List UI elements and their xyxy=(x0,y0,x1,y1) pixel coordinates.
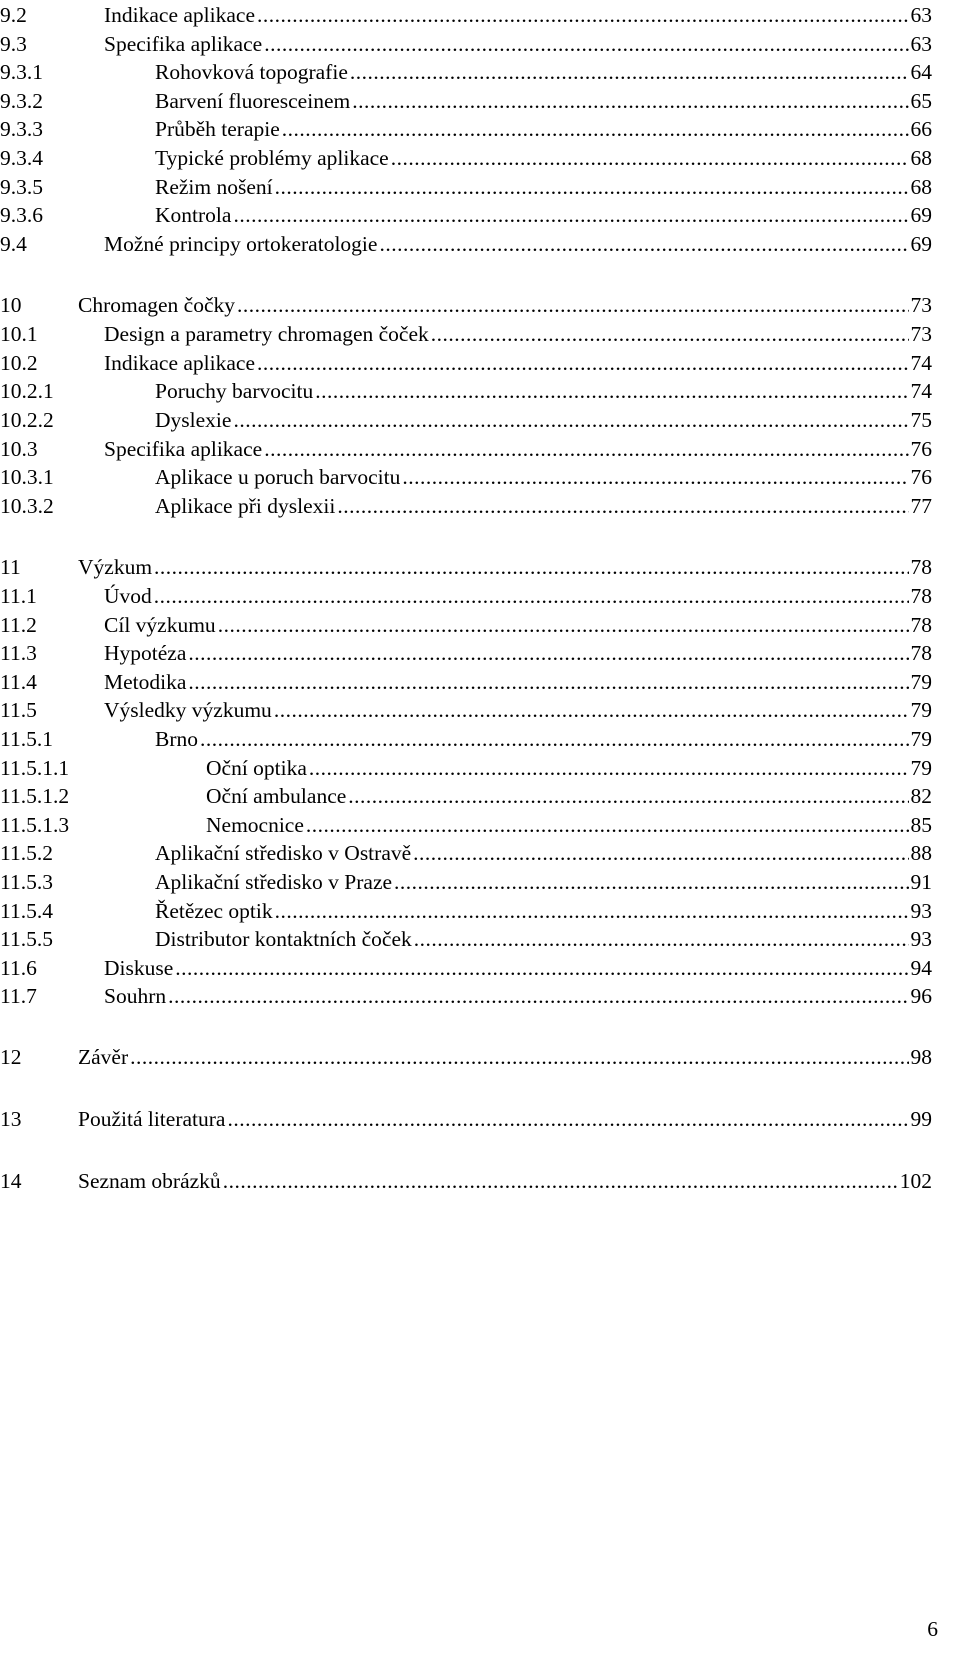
toc-entry-number: 10.3.1 xyxy=(0,465,54,489)
toc-entry[interactable] xyxy=(0,753,932,783)
toc-entry-page: 102 xyxy=(900,1166,932,1196)
toc-dot-leader xyxy=(218,610,909,640)
toc-entry-title: Oční ambulance xyxy=(206,784,347,808)
toc-entry-page: 77 xyxy=(911,491,933,521)
toc-dot-leader xyxy=(350,57,909,87)
toc-dot-leader xyxy=(275,896,909,926)
toc-entry-title: Barvení fluoresceinem xyxy=(155,89,351,113)
toc-entry-number: 13 xyxy=(0,1107,22,1131)
toc-entry-title: Poruchy barvocitu xyxy=(155,379,314,403)
toc-entry-title: Závěr xyxy=(78,1045,129,1069)
toc-entry[interactable] xyxy=(0,29,932,59)
toc-entry-page: 91 xyxy=(911,867,933,897)
toc-entry-number: 9.2 xyxy=(0,3,27,27)
toc-entry-page: 69 xyxy=(911,200,933,230)
toc-entry-page: 85 xyxy=(911,810,933,840)
toc-dot-leader xyxy=(264,434,908,464)
toc-dot-leader xyxy=(413,838,908,868)
toc-dot-leader xyxy=(130,1042,908,1072)
toc-dot-leader xyxy=(168,981,908,1011)
toc-entry[interactable] xyxy=(0,924,932,954)
toc-entry-page: 93 xyxy=(911,896,933,926)
toc-entry-page: 96 xyxy=(911,981,933,1011)
toc-entry-body xyxy=(206,781,932,811)
toc-entry-number: 10 xyxy=(0,293,22,317)
toc-entry-page: 78 xyxy=(911,610,933,640)
toc-entry-body xyxy=(155,114,932,144)
toc-entry-number: 11.5.1.2 xyxy=(0,784,70,808)
toc-entry-number: 11.6 xyxy=(0,956,37,980)
toc-dot-leader xyxy=(237,290,908,320)
toc-entry[interactable] xyxy=(0,491,932,521)
toc-entry-page: 63 xyxy=(911,29,933,59)
toc-dot-leader xyxy=(223,1166,898,1196)
toc-entry-page: 73 xyxy=(911,290,933,320)
toc-entry-number: 9.3.3 xyxy=(0,117,43,141)
toc-entry[interactable] xyxy=(0,810,932,840)
toc-entry-body xyxy=(155,376,932,406)
toc-entry-title: Cíl výzkumu xyxy=(104,613,216,637)
toc-entry-number: 11.3 xyxy=(0,641,37,665)
toc-entry-body xyxy=(78,1042,932,1072)
toc-entry-page: 79 xyxy=(911,753,933,783)
toc-entry-title: Výsledky výzkumu xyxy=(104,698,272,722)
toc-entry-body xyxy=(104,581,932,611)
toc-entry-page: 94 xyxy=(911,953,933,983)
toc-entry-title: Aplikační středisko v Ostravě xyxy=(155,841,412,865)
toc-entry-page: 78 xyxy=(911,552,933,582)
toc-dot-leader xyxy=(154,552,908,582)
toc-entry-body xyxy=(155,172,932,202)
toc-dot-leader xyxy=(275,172,909,202)
toc-entry-title: Použitá literatura xyxy=(78,1107,226,1131)
toc-entry-title: Průběh terapie xyxy=(155,117,280,141)
toc-entry[interactable] xyxy=(0,667,932,697)
toc-entry-number: 11.5 xyxy=(0,698,37,722)
toc-entry-body xyxy=(104,0,932,30)
toc-entry[interactable] xyxy=(0,724,932,754)
toc-entry-body xyxy=(155,491,932,521)
toc-entry-title: Kontrola xyxy=(155,203,232,227)
toc-entry-number: 9.3.1 xyxy=(0,60,43,84)
toc-entry-page: 63 xyxy=(911,0,933,30)
toc-dot-leader xyxy=(233,405,908,435)
toc-dot-leader xyxy=(227,1104,908,1134)
toc-entry-number: 14 xyxy=(0,1169,22,1193)
toc-entry-number: 10.3.2 xyxy=(0,494,54,518)
toc-entry-title: Úvod xyxy=(104,584,152,608)
toc-entry-number: 11.5.1.3 xyxy=(0,813,70,837)
toc-entry-body xyxy=(78,1166,932,1196)
toc-entry-body xyxy=(104,348,932,378)
toc-entry-body xyxy=(104,638,932,668)
toc-entry[interactable] xyxy=(0,581,932,611)
toc-entry-title: Režim nošení xyxy=(155,175,273,199)
toc-entry[interactable] xyxy=(0,1104,932,1134)
toc-dot-leader xyxy=(315,376,908,406)
toc-entry-title: Rohovková topografie xyxy=(155,60,348,84)
toc-entry[interactable] xyxy=(0,434,932,464)
toc-entry-body xyxy=(78,1104,932,1134)
toc-entry-number: 10.2 xyxy=(0,351,38,375)
toc-entry-page: 75 xyxy=(911,405,933,435)
toc-entry-page: 93 xyxy=(911,924,933,954)
toc-entry-body xyxy=(155,405,932,435)
toc-dot-leader xyxy=(431,319,909,349)
toc-entry-title: Brno xyxy=(155,727,198,751)
toc-entry-number: 12 xyxy=(0,1045,22,1069)
toc-entry-body xyxy=(155,462,932,492)
toc-entry[interactable] xyxy=(0,896,932,926)
toc-dot-leader xyxy=(154,581,909,611)
toc-entry[interactable] xyxy=(0,86,932,116)
toc-dot-leader xyxy=(306,810,909,840)
toc-dot-leader xyxy=(337,491,908,521)
toc-dot-leader xyxy=(391,143,909,173)
toc-entry-title: Možné principy ortokeratologie xyxy=(104,232,378,256)
toc-entry-title: Oční optika xyxy=(206,756,307,780)
toc-entry-page: 74 xyxy=(911,376,933,406)
toc-entry-number: 11.5.4 xyxy=(0,899,53,923)
toc-entry[interactable] xyxy=(0,114,932,144)
toc-entry-body xyxy=(155,57,932,87)
toc-entry-body xyxy=(155,86,932,116)
toc-dot-leader xyxy=(394,867,908,897)
toc-entry-body xyxy=(155,896,932,926)
toc-entry-page: 64 xyxy=(911,57,933,87)
toc-entry-title: Chromagen čočky xyxy=(78,293,236,317)
toc-entry-number: 11.4 xyxy=(0,670,37,694)
toc-dot-leader xyxy=(309,753,909,783)
toc-entry[interactable] xyxy=(0,981,932,1011)
toc-entry-page: 65 xyxy=(911,86,933,116)
toc-dot-leader xyxy=(188,638,908,668)
toc-entry-body xyxy=(104,953,932,983)
toc-entry[interactable] xyxy=(0,200,932,230)
toc-entry-page: 66 xyxy=(911,114,933,144)
toc-entry-number: 11.5.1.1 xyxy=(0,756,70,780)
toc-entry-title: Seznam obrázků xyxy=(78,1169,221,1193)
toc-entry-body xyxy=(206,753,932,783)
toc-entry-page: 98 xyxy=(911,1042,933,1072)
toc-entry-page: 78 xyxy=(911,581,933,611)
toc-dot-leader xyxy=(282,114,909,144)
toc-entry-title: Indikace aplikace xyxy=(104,351,256,375)
toc-entry[interactable] xyxy=(0,781,932,811)
toc-entry[interactable] xyxy=(0,1042,932,1072)
toc-entry-number: 9.3 xyxy=(0,32,27,56)
toc-entry-number: 11.5.2 xyxy=(0,841,53,865)
toc-entry-body xyxy=(206,810,932,840)
toc-entry-body xyxy=(104,29,932,59)
toc-entry-title: Dyslexie xyxy=(155,408,232,432)
toc-entry-title: Specifika aplikace xyxy=(104,32,263,56)
toc-entry-title: Aplikační středisko v Praze xyxy=(155,870,393,894)
toc-dot-leader xyxy=(348,781,908,811)
toc-entry[interactable] xyxy=(0,348,932,378)
toc-entry-number: 10.2.2 xyxy=(0,408,54,432)
toc-entry-number: 11.7 xyxy=(0,984,37,1008)
toc-entry[interactable] xyxy=(0,143,932,173)
toc-entry-page: 68 xyxy=(911,172,933,202)
toc-entry-page: 73 xyxy=(911,319,933,349)
toc-entry-body xyxy=(155,724,932,754)
toc-entry-number: 11.2 xyxy=(0,613,37,637)
toc-entry-body xyxy=(104,695,932,725)
toc-dot-leader xyxy=(257,348,908,378)
toc-entry-number: 10.2.1 xyxy=(0,379,54,403)
toc-entry[interactable] xyxy=(0,953,932,983)
toc-entry-page: 76 xyxy=(911,462,933,492)
toc-entry[interactable] xyxy=(0,319,932,349)
toc-entry[interactable] xyxy=(0,552,932,582)
toc-entry[interactable] xyxy=(0,638,932,668)
toc-entry-title: Souhrn xyxy=(104,984,167,1008)
toc-entry-title: Diskuse xyxy=(104,956,174,980)
toc-entry-title: Design a parametry chromagen čoček xyxy=(104,322,429,346)
toc-entry[interactable] xyxy=(0,376,932,406)
toc-dot-leader xyxy=(264,29,908,59)
toc-entry[interactable] xyxy=(0,290,932,320)
toc-entry-body xyxy=(155,924,932,954)
toc-entry-title: Nemocnice xyxy=(206,813,304,837)
toc-entry-number: 10.3 xyxy=(0,437,38,461)
toc-dot-leader xyxy=(200,724,909,754)
toc-dot-leader xyxy=(233,200,908,230)
toc-entry-title: Indikace aplikace xyxy=(104,3,256,27)
toc-entry-page: 79 xyxy=(911,667,933,697)
toc-entry-number: 9.3.4 xyxy=(0,146,43,170)
toc-entry[interactable] xyxy=(0,0,932,30)
toc-entry-page: 74 xyxy=(911,348,933,378)
toc-entry-title: Specifika aplikace xyxy=(104,437,263,461)
toc-entry-body xyxy=(104,319,932,349)
toc-entry-number: 11 xyxy=(0,555,21,579)
toc-entry-number: 11.5.1 xyxy=(0,727,53,751)
toc-entry-body xyxy=(78,552,932,582)
toc-entry-body xyxy=(155,143,932,173)
toc-entry-number: 9.3.5 xyxy=(0,175,43,199)
toc-dot-leader xyxy=(379,229,908,259)
toc-entry-body xyxy=(104,434,932,464)
toc-entry[interactable] xyxy=(0,57,932,87)
toc-dot-leader xyxy=(402,462,908,492)
toc-entry-body xyxy=(155,867,932,897)
toc-entry-number: 9.3.2 xyxy=(0,89,43,113)
toc-dot-leader xyxy=(352,86,908,116)
toc-entry[interactable] xyxy=(0,172,932,202)
toc-dot-leader xyxy=(414,924,909,954)
toc-entry-body xyxy=(78,290,932,320)
toc-entry-page: 76 xyxy=(911,434,933,464)
toc-entry-page: 82 xyxy=(911,781,933,811)
toc-entry-page: 69 xyxy=(911,229,933,259)
toc-entry-body xyxy=(155,838,932,868)
toc-entry[interactable] xyxy=(0,1166,932,1196)
toc-entry[interactable] xyxy=(0,838,932,868)
toc-entry-body xyxy=(104,229,932,259)
toc-entry-page: 78 xyxy=(911,638,933,668)
toc-entry-body xyxy=(104,667,932,697)
toc-entry-body xyxy=(104,981,932,1011)
toc-entry-page: 79 xyxy=(911,724,933,754)
toc-entry-page: 99 xyxy=(911,1104,933,1134)
page-number: 6 xyxy=(927,1617,938,1641)
toc-entry-number: 11.1 xyxy=(0,584,37,608)
toc-dot-leader xyxy=(257,0,908,30)
toc-entry[interactable] xyxy=(0,462,932,492)
toc-entry-number: 11.5.5 xyxy=(0,927,53,951)
toc-entry-body xyxy=(104,610,932,640)
toc-entry-title: Distributor kontaktních čoček xyxy=(155,927,412,951)
toc-entry[interactable] xyxy=(0,405,932,435)
toc-entry-number: 9.4 xyxy=(0,232,27,256)
toc-entry-body xyxy=(155,200,932,230)
toc-entry-title: Výzkum xyxy=(78,555,153,579)
toc-entry-page: 68 xyxy=(911,143,933,173)
toc-entry[interactable] xyxy=(0,229,932,259)
toc-entry[interactable] xyxy=(0,610,932,640)
toc-entry-number: 10.1 xyxy=(0,322,38,346)
toc-entry-page: 79 xyxy=(911,695,933,725)
toc-dot-leader xyxy=(188,667,908,697)
toc-entry-number: 11.5.3 xyxy=(0,870,53,894)
toc-entry-title: Typické problémy aplikace xyxy=(155,146,389,170)
toc-entry-title: Metodika xyxy=(104,670,187,694)
toc-entry-number: 9.3.6 xyxy=(0,203,43,227)
toc-entry-title: Aplikace u poruch barvocitu xyxy=(155,465,401,489)
toc-dot-leader xyxy=(274,695,909,725)
toc-entry-title: Řetězec optik xyxy=(155,899,273,923)
toc-entry-title: Aplikace při dyslexii xyxy=(155,494,336,518)
toc-dot-leader xyxy=(175,953,908,983)
toc-entry-page: 88 xyxy=(911,838,933,868)
toc-entry[interactable] xyxy=(0,695,932,725)
toc-entry[interactable] xyxy=(0,867,932,897)
toc-entry-title: Hypotéza xyxy=(104,641,187,665)
